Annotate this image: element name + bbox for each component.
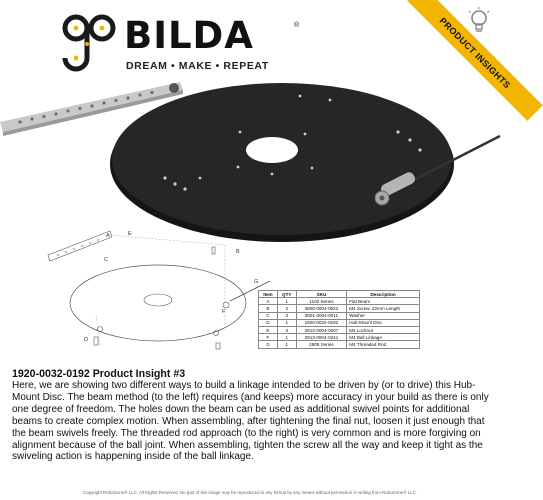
cell-item: B xyxy=(259,305,278,312)
table-header-row xyxy=(259,291,420,298)
article-body: Here, we are showing two different ways to build a linkage intended to be driven by (or to drive) this Hub-Mount Disc. The beam method (to the left) requires (and keeps) more accuracy in your build as there is only one degree of freedom. The holes down the beam can be used as additional swivel points for additional beams to create complex motion. When assembling, after tightening the final nut, loosen it just enough that the beam swivels freely. The threaded rod approach (to the right) is very common and is more forgiving on alignment because of the ball joint. When assembling, tighten the screw all the way and keep it tight as the swiveling action is happening inside of the ball linkage. xyxy=(12,380,489,463)
cell-sku: 1102 Series xyxy=(296,298,347,305)
table-row xyxy=(259,298,420,305)
gobilda-go-logo-icon xyxy=(62,14,118,78)
table-row xyxy=(259,326,420,333)
header-description: Description xyxy=(347,291,420,298)
cell-sku: 3800-0004-0022 xyxy=(296,305,347,312)
header-sku: SKU xyxy=(296,291,347,298)
cell-qty: 2 xyxy=(277,305,296,312)
callout-f: F xyxy=(222,309,226,315)
cell-sku: 2913-0004-0241 xyxy=(296,334,347,341)
lightbulb-icon xyxy=(464,6,494,36)
cell-qty: 3 xyxy=(277,326,296,333)
cell-qty: 1 xyxy=(277,341,296,348)
cell-sku: 1920-0032-0192 xyxy=(296,319,347,326)
table-row xyxy=(259,305,420,312)
cell-description: M4 Locknut xyxy=(347,326,420,333)
callout-b: B xyxy=(236,249,240,255)
cell-sku: 2808 Series xyxy=(296,341,347,348)
cell-item: F xyxy=(259,334,278,341)
cell-item: C xyxy=(259,312,278,319)
cell-description: Hub-Mount Disc xyxy=(347,319,420,326)
cell-sku: 2801-0004-0011 xyxy=(296,312,347,319)
cell-sku: 2812-0004-0007 xyxy=(296,326,347,333)
cell-item: G xyxy=(259,341,278,348)
brand-tagline: DREAM • MAKE • REPEAT xyxy=(126,60,269,72)
article-title: 1920-0032-0192 Product Insight #3 xyxy=(12,368,186,380)
exploded-diagram xyxy=(40,225,290,365)
cell-description: Washer xyxy=(347,312,420,319)
hub-mount-disc xyxy=(110,83,454,242)
cell-description: M4 Screw, 22mm Length xyxy=(347,305,420,312)
header-item: Item xyxy=(259,291,278,298)
cell-description: Flat Beam xyxy=(347,298,420,305)
table-row xyxy=(259,312,420,319)
bill-of-materials-table xyxy=(258,290,420,349)
cell-item: A xyxy=(259,298,278,305)
cell-qty: 1 xyxy=(277,319,296,326)
trademark-mark: ® xyxy=(294,22,300,29)
cell-description: M4 Ball Linkage xyxy=(347,334,420,341)
table-row xyxy=(259,334,420,341)
cell-item: D xyxy=(259,319,278,326)
header-qty: QTY xyxy=(277,291,296,298)
callout-d: D xyxy=(84,337,88,343)
cell-qty: 1 xyxy=(277,334,296,341)
callout-g: G xyxy=(254,279,259,285)
cell-item: E xyxy=(259,326,278,333)
callout-a: A xyxy=(106,233,110,239)
cell-description: M4 Threaded Rod xyxy=(347,341,420,348)
callout-e: E xyxy=(128,231,132,237)
ribbon-label: PRODUCT INSIGHTS xyxy=(437,15,513,91)
callout-c: C xyxy=(104,257,108,263)
copyright-notice: Copyright Robotzone® LLC. All Rights Reserved. No part of this image may be reproduced in any format by any means without permission in writing from Robotzone® LLC. xyxy=(83,490,417,495)
cell-qty: 1 xyxy=(277,298,296,305)
table-row xyxy=(259,319,420,326)
cell-qty: 3 xyxy=(277,312,296,319)
table-row xyxy=(259,341,420,348)
brand-name: BILDA xyxy=(124,14,254,57)
